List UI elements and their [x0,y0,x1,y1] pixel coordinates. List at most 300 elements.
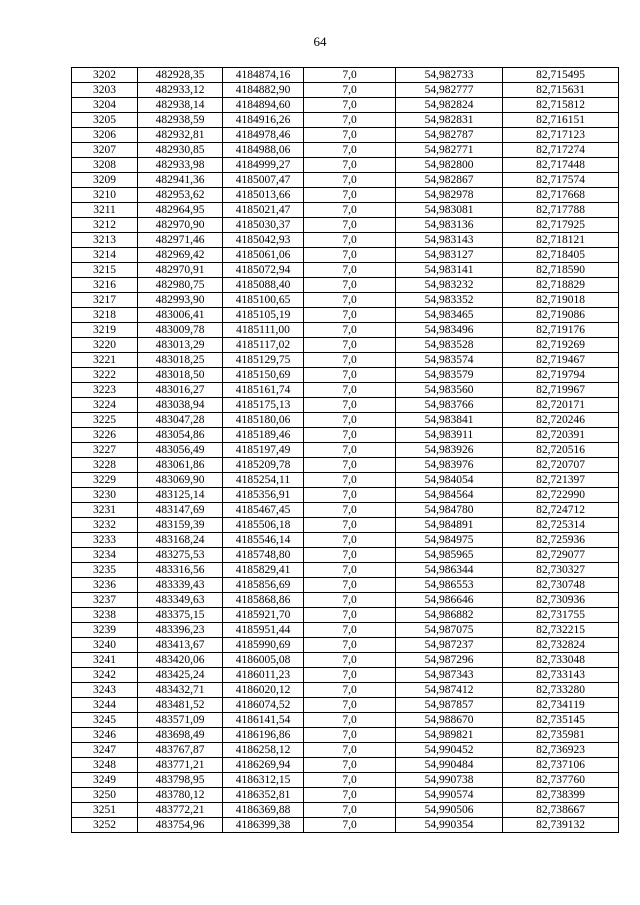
y-coordinate-cell: 4184978,46 [223,128,304,143]
y-coordinate-cell: 4185829,41 [223,563,304,578]
height-cell: 7,0 [304,113,396,128]
latitude-cell: 54,990484 [396,758,503,773]
height-cell: 7,0 [304,293,396,308]
point-number-cell: 3229 [72,473,138,488]
latitude-cell: 54,987075 [396,623,503,638]
x-coordinate-cell: 482971,46 [138,233,223,248]
y-coordinate-cell: 4185105,19 [223,308,304,323]
point-number-cell: 3225 [72,413,138,428]
x-coordinate-cell: 483147,69 [138,503,223,518]
y-coordinate-cell: 4185061,06 [223,248,304,263]
longitude-cell: 82,720516 [503,443,619,458]
x-coordinate-cell: 483016,27 [138,383,223,398]
latitude-cell: 54,983352 [396,293,503,308]
x-coordinate-cell: 483275,53 [138,548,223,563]
table-row [72,398,619,413]
table-row [72,563,619,578]
x-coordinate-cell: 483375,15 [138,608,223,623]
x-coordinate-cell: 482970,90 [138,218,223,233]
latitude-cell: 54,983465 [396,308,503,323]
height-cell: 7,0 [304,653,396,668]
longitude-cell: 82,719018 [503,293,619,308]
x-coordinate-cell: 483754,96 [138,818,223,833]
latitude-cell: 54,983496 [396,323,503,338]
point-number-cell: 3212 [72,218,138,233]
longitude-cell: 82,739132 [503,818,619,833]
height-cell: 7,0 [304,308,396,323]
longitude-cell: 82,735981 [503,728,619,743]
height-cell: 7,0 [304,713,396,728]
y-coordinate-cell: 4185013,66 [223,188,304,203]
point-number-cell: 3243 [72,683,138,698]
longitude-cell: 82,717925 [503,218,619,233]
longitude-cell: 82,720171 [503,398,619,413]
table-row [72,233,619,248]
x-coordinate-cell: 482953,62 [138,188,223,203]
point-number-cell: 3206 [72,128,138,143]
height-cell: 7,0 [304,248,396,263]
height-cell: 7,0 [304,128,396,143]
longitude-cell: 82,718121 [503,233,619,248]
table-row [72,653,619,668]
table-row [72,698,619,713]
y-coordinate-cell: 4185088,40 [223,278,304,293]
height-cell: 7,0 [304,143,396,158]
table-row [72,443,619,458]
longitude-cell: 82,717668 [503,188,619,203]
x-coordinate-cell: 483425,24 [138,668,223,683]
table-row [72,488,619,503]
point-number-cell: 3205 [72,113,138,128]
point-number-cell: 3249 [72,773,138,788]
coordinates-table [71,67,619,833]
y-coordinate-cell: 4186020,12 [223,683,304,698]
longitude-cell: 82,717123 [503,128,619,143]
height-cell: 7,0 [304,458,396,473]
longitude-cell: 82,719269 [503,338,619,353]
x-coordinate-cell: 482969,42 [138,248,223,263]
table-row [72,788,619,803]
y-coordinate-cell: 4186141,54 [223,713,304,728]
x-coordinate-cell: 483069,90 [138,473,223,488]
table-row [72,218,619,233]
y-coordinate-cell: 4186074,52 [223,698,304,713]
point-number-cell: 3247 [72,743,138,758]
longitude-cell: 82,730936 [503,593,619,608]
point-number-cell: 3241 [72,653,138,668]
y-coordinate-cell: 4185209,78 [223,458,304,473]
y-coordinate-cell: 4185506,18 [223,518,304,533]
point-number-cell: 3226 [72,428,138,443]
table-row [72,203,619,218]
longitude-cell: 82,729077 [503,548,619,563]
point-number-cell: 3233 [72,533,138,548]
point-number-cell: 3239 [72,623,138,638]
table-row [72,128,619,143]
point-number-cell: 3220 [72,338,138,353]
table-row [72,728,619,743]
x-coordinate-cell: 483780,12 [138,788,223,803]
y-coordinate-cell: 4186258,12 [223,743,304,758]
longitude-cell: 82,719967 [503,383,619,398]
height-cell: 7,0 [304,668,396,683]
point-number-cell: 3235 [72,563,138,578]
height-cell: 7,0 [304,608,396,623]
y-coordinate-cell: 4185254,11 [223,473,304,488]
latitude-cell: 54,982978 [396,188,503,203]
y-coordinate-cell: 4185356,91 [223,488,304,503]
point-number-cell: 3232 [72,518,138,533]
height-cell: 7,0 [304,83,396,98]
table-row [72,503,619,518]
longitude-cell: 82,715812 [503,98,619,113]
height-cell: 7,0 [304,188,396,203]
y-coordinate-cell: 4185161,74 [223,383,304,398]
x-coordinate-cell: 483349,63 [138,593,223,608]
longitude-cell: 82,717448 [503,158,619,173]
x-coordinate-cell: 483396,23 [138,623,223,638]
table-row [72,188,619,203]
latitude-cell: 54,983136 [396,218,503,233]
x-coordinate-cell: 483018,25 [138,353,223,368]
x-coordinate-cell: 483772,21 [138,803,223,818]
latitude-cell: 54,987296 [396,653,503,668]
x-coordinate-cell: 483056,49 [138,443,223,458]
y-coordinate-cell: 4185856,69 [223,578,304,593]
latitude-cell: 54,983976 [396,458,503,473]
point-number-cell: 3248 [72,758,138,773]
point-number-cell: 3207 [72,143,138,158]
table-row [72,608,619,623]
y-coordinate-cell: 4185189,46 [223,428,304,443]
height-cell: 7,0 [304,173,396,188]
y-coordinate-cell: 4185175,13 [223,398,304,413]
latitude-cell: 54,990354 [396,818,503,833]
point-number-cell: 3230 [72,488,138,503]
longitude-cell: 82,717274 [503,143,619,158]
height-cell: 7,0 [304,698,396,713]
y-coordinate-cell: 4186269,94 [223,758,304,773]
latitude-cell: 54,989821 [396,728,503,743]
latitude-cell: 54,984564 [396,488,503,503]
longitude-cell: 82,737106 [503,758,619,773]
longitude-cell: 82,732215 [503,623,619,638]
x-coordinate-cell: 483125,14 [138,488,223,503]
point-number-cell: 3209 [72,173,138,188]
height-cell: 7,0 [304,818,396,833]
point-number-cell: 3246 [72,728,138,743]
table-row [72,743,619,758]
table-row [72,773,619,788]
x-coordinate-cell: 483571,09 [138,713,223,728]
longitude-cell: 82,725314 [503,518,619,533]
y-coordinate-cell: 4185868,86 [223,593,304,608]
x-coordinate-cell: 483432,71 [138,683,223,698]
table-row [72,143,619,158]
point-number-cell: 3231 [72,503,138,518]
longitude-cell: 82,716151 [503,113,619,128]
height-cell: 7,0 [304,548,396,563]
x-coordinate-cell: 483798,95 [138,773,223,788]
table-row [72,623,619,638]
table-row [72,113,619,128]
height-cell: 7,0 [304,353,396,368]
longitude-cell: 82,724712 [503,503,619,518]
point-number-cell: 3250 [72,788,138,803]
point-number-cell: 3218 [72,308,138,323]
point-number-cell: 3211 [72,203,138,218]
longitude-cell: 82,730748 [503,578,619,593]
table-row [72,548,619,563]
height-cell: 7,0 [304,578,396,593]
table-row [72,533,619,548]
latitude-cell: 54,982771 [396,143,503,158]
x-coordinate-cell: 483339,43 [138,578,223,593]
latitude-cell: 54,982733 [396,68,503,83]
table-row [72,578,619,593]
table-row [72,593,619,608]
x-coordinate-cell: 482930,85 [138,143,223,158]
x-coordinate-cell: 483054,86 [138,428,223,443]
y-coordinate-cell: 4185021,47 [223,203,304,218]
table-row [72,263,619,278]
longitude-cell: 82,718405 [503,248,619,263]
y-coordinate-cell: 4186312,15 [223,773,304,788]
longitude-cell: 82,719467 [503,353,619,368]
y-coordinate-cell: 4185117,02 [223,338,304,353]
table-row [72,818,619,833]
longitude-cell: 82,736923 [503,743,619,758]
table-row [72,413,619,428]
x-coordinate-cell: 483159,39 [138,518,223,533]
longitude-cell: 82,730327 [503,563,619,578]
table-row [72,428,619,443]
y-coordinate-cell: 4185197,49 [223,443,304,458]
point-number-cell: 3221 [72,353,138,368]
latitude-cell: 54,982787 [396,128,503,143]
latitude-cell: 54,983911 [396,428,503,443]
point-number-cell: 3204 [72,98,138,113]
longitude-cell: 82,721397 [503,473,619,488]
table-row [72,338,619,353]
height-cell: 7,0 [304,323,396,338]
longitude-cell: 82,719086 [503,308,619,323]
table-row [72,173,619,188]
latitude-cell: 54,990738 [396,773,503,788]
latitude-cell: 54,983574 [396,353,503,368]
table-row [72,293,619,308]
point-number-cell: 3216 [72,278,138,293]
latitude-cell: 54,986882 [396,608,503,623]
latitude-cell: 54,990452 [396,743,503,758]
longitude-cell: 82,733143 [503,668,619,683]
y-coordinate-cell: 4185546,14 [223,533,304,548]
latitude-cell: 54,987343 [396,668,503,683]
longitude-cell: 82,717788 [503,203,619,218]
point-number-cell: 3222 [72,368,138,383]
x-coordinate-cell: 483168,24 [138,533,223,548]
y-coordinate-cell: 4185007,47 [223,173,304,188]
y-coordinate-cell: 4185467,45 [223,503,304,518]
latitude-cell: 54,984975 [396,533,503,548]
latitude-cell: 54,982824 [396,98,503,113]
height-cell: 7,0 [304,383,396,398]
longitude-cell: 82,719176 [503,323,619,338]
height-cell: 7,0 [304,518,396,533]
table-row [72,98,619,113]
latitude-cell: 54,985965 [396,548,503,563]
point-number-cell: 3227 [72,443,138,458]
y-coordinate-cell: 4185100,65 [223,293,304,308]
height-cell: 7,0 [304,623,396,638]
point-number-cell: 3223 [72,383,138,398]
latitude-cell: 54,988670 [396,713,503,728]
point-number-cell: 3252 [72,818,138,833]
latitude-cell: 54,983560 [396,383,503,398]
latitude-cell: 54,983127 [396,248,503,263]
height-cell: 7,0 [304,98,396,113]
x-coordinate-cell: 482938,59 [138,113,223,128]
table-row [72,248,619,263]
longitude-cell: 82,715631 [503,83,619,98]
height-cell: 7,0 [304,158,396,173]
table-row [72,758,619,773]
x-coordinate-cell: 483420,06 [138,653,223,668]
height-cell: 7,0 [304,803,396,818]
latitude-cell: 54,982777 [396,83,503,98]
height-cell: 7,0 [304,503,396,518]
height-cell: 7,0 [304,563,396,578]
x-coordinate-cell: 483698,49 [138,728,223,743]
latitude-cell: 54,983841 [396,413,503,428]
x-coordinate-cell: 483018,50 [138,368,223,383]
table-row [72,803,619,818]
height-cell: 7,0 [304,488,396,503]
height-cell: 7,0 [304,758,396,773]
y-coordinate-cell: 4186399,38 [223,818,304,833]
table-row [72,158,619,173]
latitude-cell: 54,982831 [396,113,503,128]
longitude-cell: 82,725936 [503,533,619,548]
longitude-cell: 82,719794 [503,368,619,383]
x-coordinate-cell: 482993,90 [138,293,223,308]
y-coordinate-cell: 4186196,86 [223,728,304,743]
point-number-cell: 3219 [72,323,138,338]
height-cell: 7,0 [304,638,396,653]
y-coordinate-cell: 4184874,16 [223,68,304,83]
x-coordinate-cell: 482941,36 [138,173,223,188]
longitude-cell: 82,715495 [503,68,619,83]
table-row [72,353,619,368]
point-number-cell: 3237 [72,593,138,608]
height-cell: 7,0 [304,233,396,248]
x-coordinate-cell: 483481,52 [138,698,223,713]
x-coordinate-cell: 483767,87 [138,743,223,758]
table-row [72,518,619,533]
latitude-cell: 54,990506 [396,803,503,818]
height-cell: 7,0 [304,743,396,758]
latitude-cell: 54,987412 [396,683,503,698]
point-number-cell: 3224 [72,398,138,413]
x-coordinate-cell: 483013,29 [138,338,223,353]
x-coordinate-cell: 483009,78 [138,323,223,338]
y-coordinate-cell: 4185111,00 [223,323,304,338]
y-coordinate-cell: 4186369,88 [223,803,304,818]
y-coordinate-cell: 4185129,75 [223,353,304,368]
latitude-cell: 54,987237 [396,638,503,653]
longitude-cell: 82,732824 [503,638,619,653]
longitude-cell: 82,735145 [503,713,619,728]
longitude-cell: 82,717574 [503,173,619,188]
longitude-cell: 82,738667 [503,803,619,818]
x-coordinate-cell: 482970,91 [138,263,223,278]
height-cell: 7,0 [304,413,396,428]
point-number-cell: 3242 [72,668,138,683]
table-row [72,68,619,83]
point-number-cell: 3234 [72,548,138,563]
y-coordinate-cell: 4185150,69 [223,368,304,383]
y-coordinate-cell: 4185072,94 [223,263,304,278]
longitude-cell: 82,720246 [503,413,619,428]
y-coordinate-cell: 4185748,80 [223,548,304,563]
x-coordinate-cell: 483771,21 [138,758,223,773]
point-number-cell: 3228 [72,458,138,473]
y-coordinate-cell: 4184999,27 [223,158,304,173]
x-coordinate-cell: 483006,41 [138,308,223,323]
point-number-cell: 3203 [72,83,138,98]
latitude-cell: 54,983232 [396,278,503,293]
x-coordinate-cell: 482938,14 [138,98,223,113]
height-cell: 7,0 [304,788,396,803]
point-number-cell: 3210 [72,188,138,203]
y-coordinate-cell: 4184916,26 [223,113,304,128]
table-row [72,683,619,698]
y-coordinate-cell: 4185951,44 [223,623,304,638]
height-cell: 7,0 [304,728,396,743]
point-number-cell: 3236 [72,578,138,593]
y-coordinate-cell: 4185990,69 [223,638,304,653]
table-row [72,473,619,488]
latitude-cell: 54,986553 [396,578,503,593]
y-coordinate-cell: 4184882,90 [223,83,304,98]
y-coordinate-cell: 4185042,93 [223,233,304,248]
longitude-cell: 82,720391 [503,428,619,443]
y-coordinate-cell: 4186011,23 [223,668,304,683]
latitude-cell: 54,987857 [396,698,503,713]
longitude-cell: 82,718590 [503,263,619,278]
height-cell: 7,0 [304,428,396,443]
x-coordinate-cell: 482933,98 [138,158,223,173]
height-cell: 7,0 [304,533,396,548]
y-coordinate-cell: 4184988,06 [223,143,304,158]
latitude-cell: 54,986344 [396,563,503,578]
height-cell: 7,0 [304,398,396,413]
table-row [72,278,619,293]
longitude-cell: 82,733048 [503,653,619,668]
height-cell: 7,0 [304,263,396,278]
y-coordinate-cell: 4186005,08 [223,653,304,668]
y-coordinate-cell: 4184894,60 [223,98,304,113]
height-cell: 7,0 [304,593,396,608]
point-number-cell: 3213 [72,233,138,248]
point-number-cell: 3238 [72,608,138,623]
height-cell: 7,0 [304,473,396,488]
longitude-cell: 82,720707 [503,458,619,473]
x-coordinate-cell: 482928,35 [138,68,223,83]
latitude-cell: 54,984891 [396,518,503,533]
longitude-cell: 82,722990 [503,488,619,503]
longitude-cell: 82,718829 [503,278,619,293]
